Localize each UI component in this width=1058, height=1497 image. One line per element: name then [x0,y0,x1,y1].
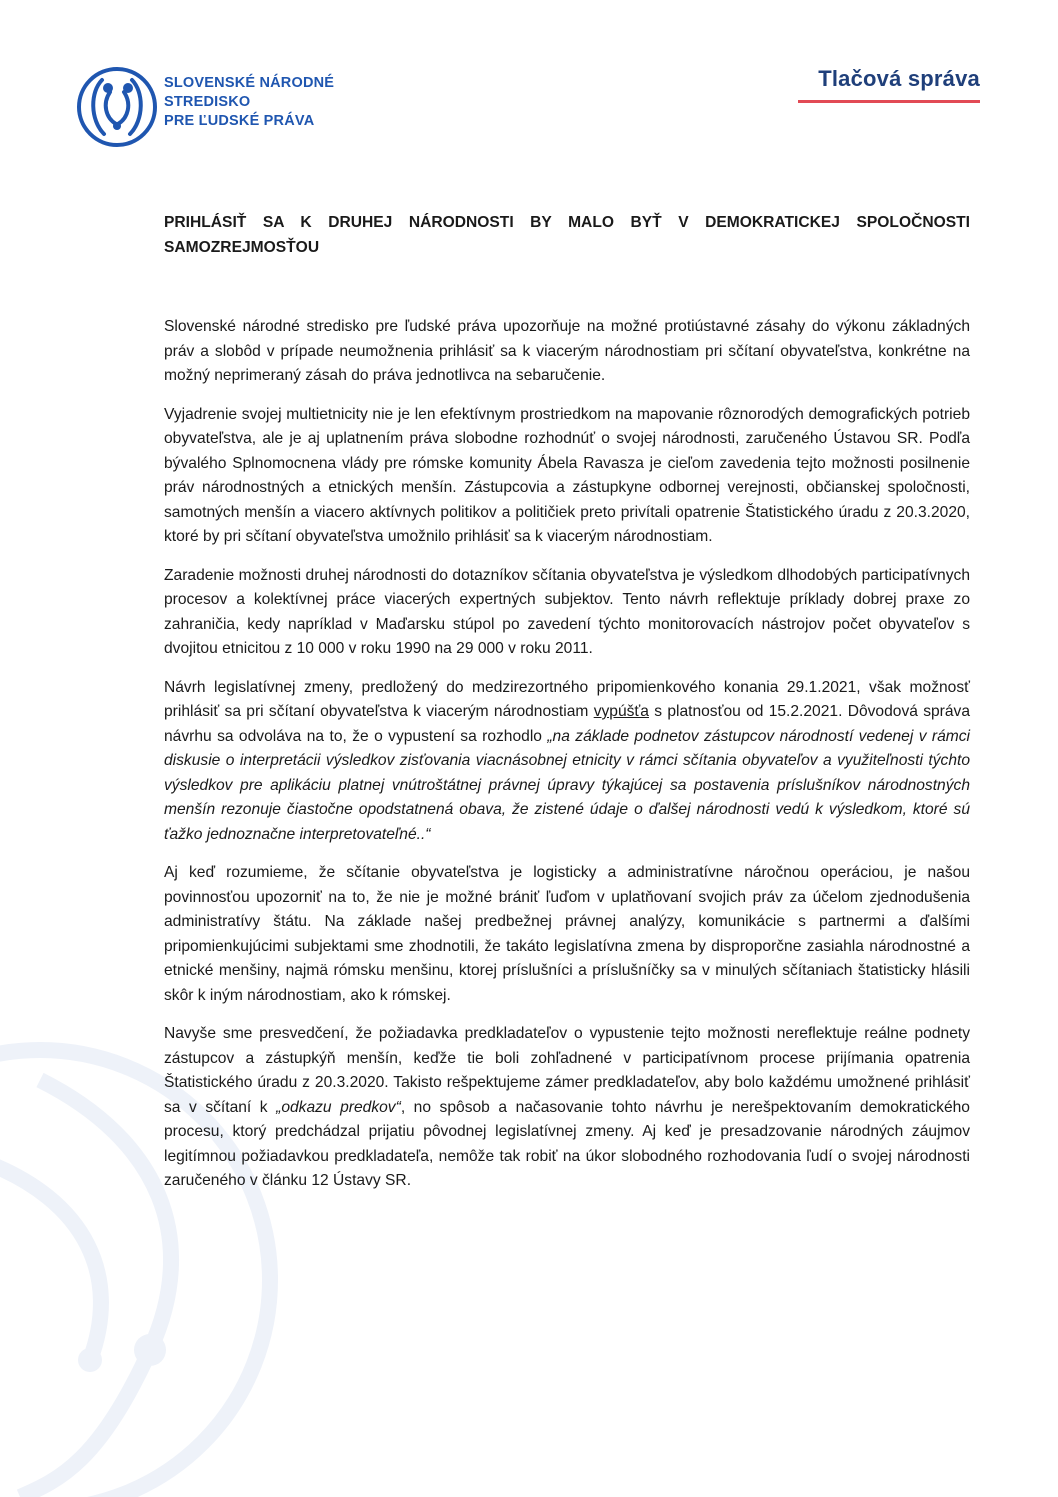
paragraph-6 [164,1022,970,1194]
paragraph-2: Vyjadrenie svojej multietnicity nie je len efektívnym prostriedkom na mapovanie rôznorodých demografických potrieb obyvateľstva, ale je aj uplatnením práva slobodne rozhodnúť o svojej národnosti, zaručeného Ústavou SR. Podľa bývalého Splnomocnena vlády pre rómske komunity Ábela Ravasza je cieľom zavedenia tejto možnosti posilnenie práv národnostných a etnických menšín. Zástupcovia a zástupkyne odbornej verejnosti, občianskej spoločnosti, samotných menšín a viacero aktívnych politikov a političiek preto privítali opatrenie Štatistického úradu z 20.3.2020, ktoré by pri sčítaní obyvateľstva umožnilo prihlásiť sa k viacerým národnostiam. [164,405,970,545]
vypusta-link[interactable]: vypúšťa [593,703,649,720]
globe-figures-logo-icon [72,62,162,152]
paragraph-6-quote: „odkazu predkov“ [276,1098,401,1116]
org-name-line-1: SLOVENSKÉ NÁRODNÉ [164,75,335,91]
paragraph-4-text-a: Návrh legislatívnej zmeny, predložený do medzirezortného pripomienkového konania 29.1.2021, však možnosť prihlásiť sa pri sčítaní obyvateľstva k viacerým národnostiam [164,678,970,720]
paragraph-1: Slovenské národné stredisko pre ľudské práva upozorňuje na možné protiústavné zásahy do výkonu základných práv a slobôd v prípade neumožnenia prihlásiť sa k viacerým národnostiam pri sčítaní obyvateľstva, konkrétne na možný neprimeraný zásah do práva jednotlivca na sebaručenie. [164,318,970,384]
org-name-line-3: PRE ĽUDSKÉ PRÁVA [164,113,315,129]
paragraph-3: Zaradenie možnosti druhej národnosti do dotazníkov sčítania obyvateľstva je výsledkom dlhodobých participatívnych procesov a kolektívnej práce viacerých expertných subjektov. Tento návrh reflektuje príklady dobrej praxe zo zahraničia, kedy napríklad v Maďarsku stúpol po zavedení týchto monitorovacích nástrojov počet obyvateľov s dvojitou etnicitou z 10 000 v roku 1990 na 29 000 v roku 2011. [164,566,970,657]
org-name-line-2: STREDISKO [164,94,251,110]
organization-name [164,74,334,131]
document-type-label: Tlačová správa [818,66,980,91]
article-body [164,315,970,1208]
paragraph-4 [164,676,970,848]
paragraph-4-quote: „na základe podnetov zástupcov národností vedenej v rámci diskusie o interpretácii výsledkov zisťovania viacnásobnej etnicity v rámci sčítania obyvateľov a využiteľnosti týchto výsledkov pre aplikáciu platnej vnútroštátnej právnej úpravy týkajúcej sa postavenia príslušníkov národnostných menšín rezonuje čiastočne opodstatnená obava, že zistené údaje o ďalšej národnosti vedú k výsledkom, ktoré sú ťažko jednoznačne interpretovateľné..“ [164,727,970,843]
paragraph-4-text-b: s platnosťou od 15.2.2021. Dôvodová správa návrhu sa odvoláva na to, že o vypustení sa rozhodlo [164,703,970,745]
document-type-underline [798,100,980,103]
paragraph-5: Aj keď rozumieme, že sčítanie obyvateľstva je logisticky a administratívne náročnou operáciou, je našou povinnosťou upozorniť na to, že nie je možné brániť ľuďom v uplatňovaní svojich práv za účelom zjednodušenia administratívy štátu. Na základe našej predbežnej právnej analýzy, komunikácie s partnermi a ďalšími pripomienkujúcimi subjektami sme zhodnotili, že takáto legislatívna zmena by disproporčne zasiahla národnostné a etnické menšiny, najmä rómsku menšinu, ktorej príslušníci a príslušníčky sa v minulých sčítaniach štatisticky hlásili skôr k iným národnostiam, ako k rómskej. [164,864,970,1004]
paragraph-6-text-b: , no spôsob a načasovanie tohto návrhu je nerešpektovaním demokratického procesu, ktorý predchádzal prijatiu pôvodnej legislatívnej zmeny. Aj keď je presadzovanie národných záujmov legitímnou požiadavkou predkladateľa, nemôže tak robiť na úkor slobodného rozhodovania ľudí o svojej národnosti zaručeného v článku 12 Ústavy SR. [164,1098,970,1189]
paragraph-6-text-a: Navyše sme presvedčení, že požiadavka predkladateľov o vypustenie tejto možnosti nereflektuje reálne podnety zástupcov a zástupkýň menšín, keďže tie boli zohľadnené v participatívnom procese prijímania opatrenia Štatistického úradu z 20.3.2020. Takisto rešpektujeme zámer predkladateľov, aby bolo každému umožnené prihlásiť sa v sčítaní k [164,1025,970,1116]
headline: PRIHLÁSIŤ SA K DRUHEJ NÁRODNOSTI BY MALO BYŤ V DEMOKRATICKEJ SPOLOČNOSTI SAMOZREJMOSŤOU [164,214,970,256]
